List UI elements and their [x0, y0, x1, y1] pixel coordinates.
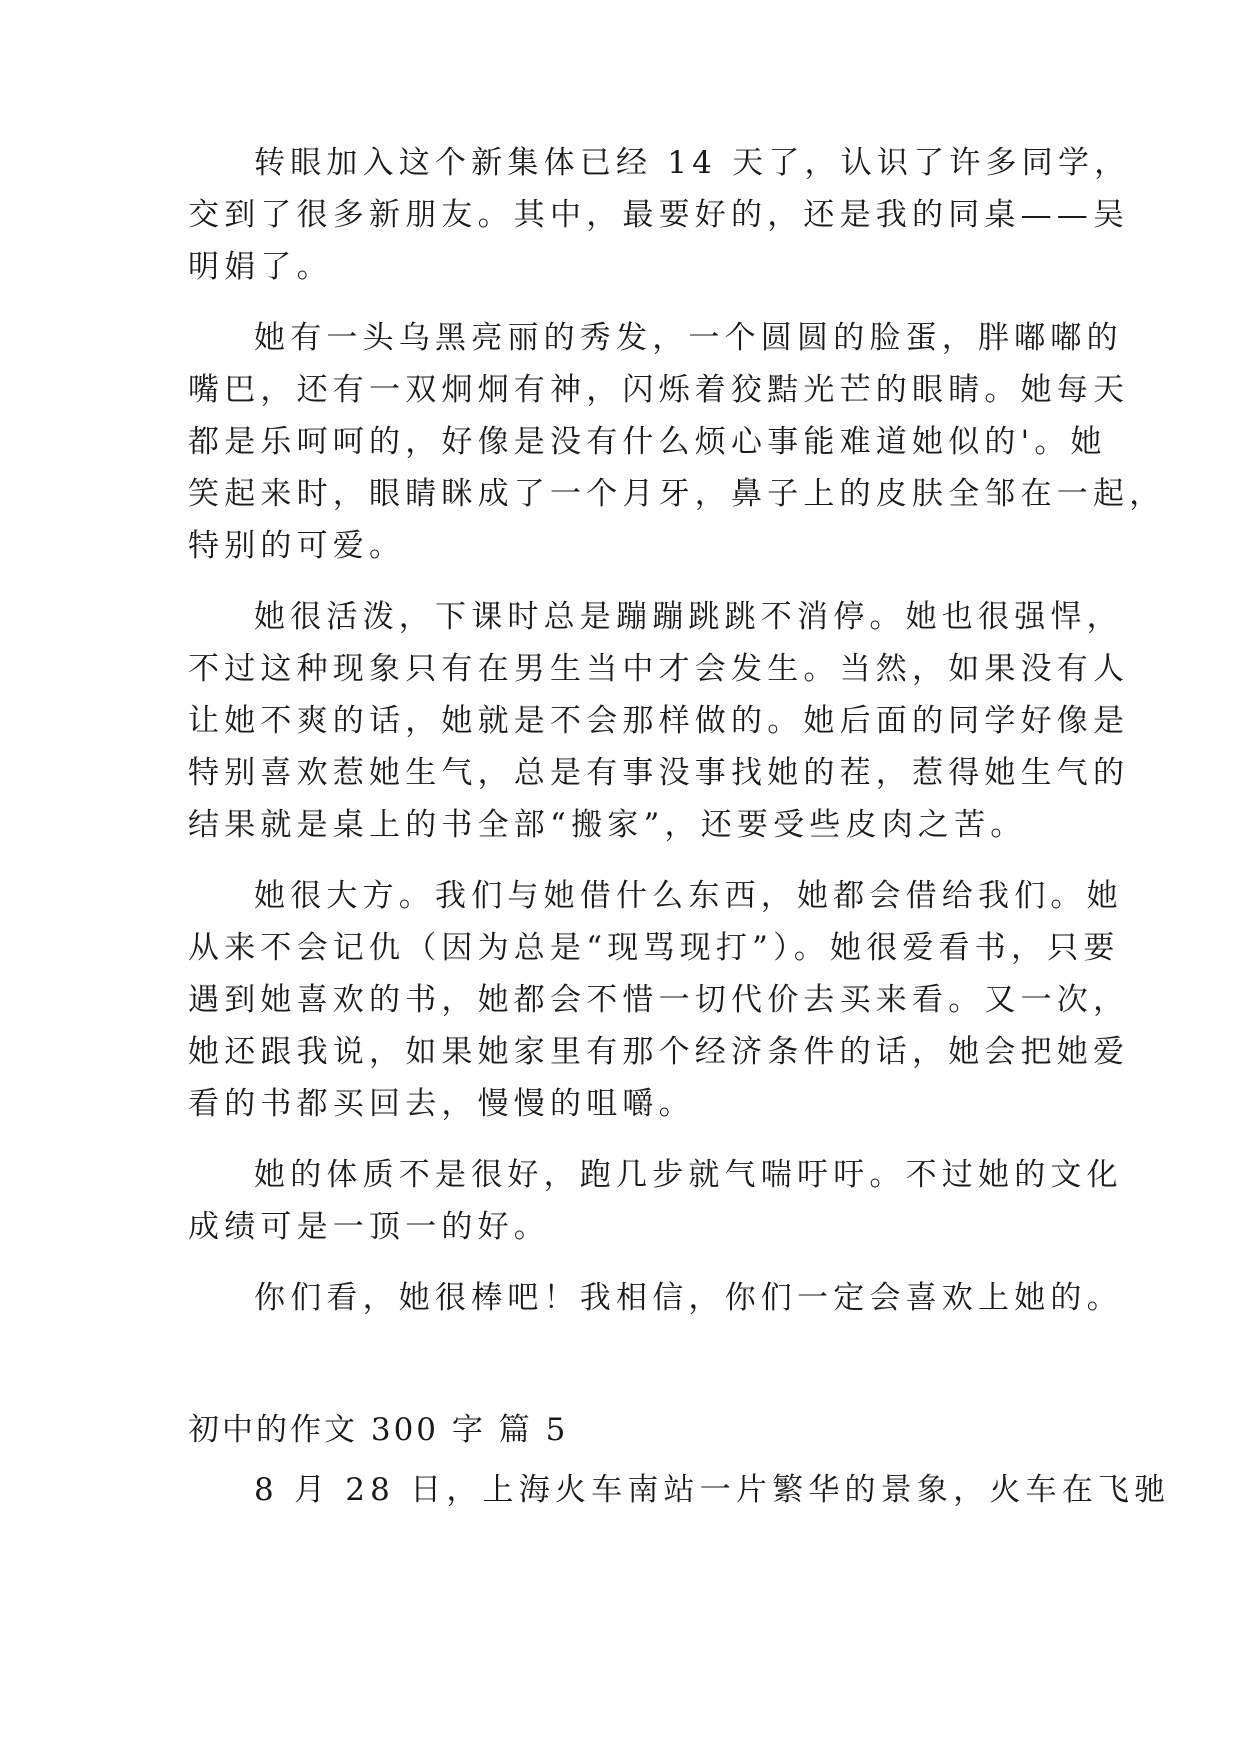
- paragraph-3-line-2: 不过这种现象只有在男生当中才会发生。当然，如果没有人: [188, 651, 1130, 687]
- paragraph-2-line-1: 她有一头乌黑亮丽的秀发，一个圆圆的脸蛋，胖嘟嘟的: [254, 320, 1123, 356]
- paragraph-5-line-2: 成绩可是一顶一的好。: [188, 1209, 550, 1245]
- paragraph-3-line-1: 她很活泼，下课时总是蹦蹦跳跳不消停。她也很强悍，: [254, 599, 1123, 635]
- paragraph-2-line-2: 嘴巴，还有一双炯炯有神，闪烁着狡黠光芒的眼睛。她每天: [188, 372, 1130, 408]
- paragraph-6-line-1: 你们看，她很棒吧！我相信，你们一定会喜欢上她的。: [254, 1280, 1123, 1316]
- paragraph-2-line-3: 都是乐呵呵的，好像是没有什么烦心事能难道她似的'。她: [188, 424, 1107, 460]
- paragraph-4-line-3: 遇到她喜欢的书，她都会不惜一切代价去买来看。又一次，: [188, 982, 1130, 1018]
- paragraph-3-line-3: 让她不爽的话，她就是不会那样做的。她后面的同学好像是: [188, 703, 1130, 739]
- next-paragraph-line-1: 8 月 28 日，上海火车南站一片繁华的景象，火车在飞驰: [254, 1472, 1171, 1508]
- paragraph-2-line-4: 笑起来时，眼睛眯成了一个月牙，鼻子上的皮肤全邹在一起，: [188, 476, 1166, 512]
- paragraph-4-line-2: 从来不会记仇（因为总是“现骂现打”）。她很爱看书，只要: [188, 930, 1120, 966]
- paragraph-2-line-5: 特别的可爱。: [188, 528, 406, 564]
- paragraph-1-line-1: 转眼加入这个新集体已经 14 天了，认识了许多同学，: [254, 145, 1131, 181]
- paragraph-3-line-4: 特别喜欢惹她生气，总是有事没事找她的茬，惹得她生气的: [188, 755, 1130, 791]
- paragraph-3-line-5: 结果就是桌上的书全部“搬家”，还要受些皮肉之苦。: [188, 807, 1027, 843]
- paragraph-4-line-5: 看的书都买回去，慢慢的咀嚼。: [188, 1086, 695, 1122]
- paragraph-5-line-1: 她的体质不是很好，跑几步就气喘吁吁。不过她的文化: [254, 1157, 1123, 1193]
- paragraph-1-line-3: 明娟了。: [188, 249, 333, 285]
- paragraph-4-line-1: 她很大方。我们与她借什么东西，她都会借给我们。她: [254, 878, 1123, 914]
- paragraph-4-line-4: 她还跟我说，如果她家里有那个经济条件的话，她会把她爱: [188, 1034, 1130, 1070]
- paragraph-1-line-2: 交到了很多新朋友。其中，最要好的，还是我的同桌——吴: [188, 197, 1130, 233]
- section-heading: 初中的作文 300 字 篇 5: [188, 1412, 569, 1448]
